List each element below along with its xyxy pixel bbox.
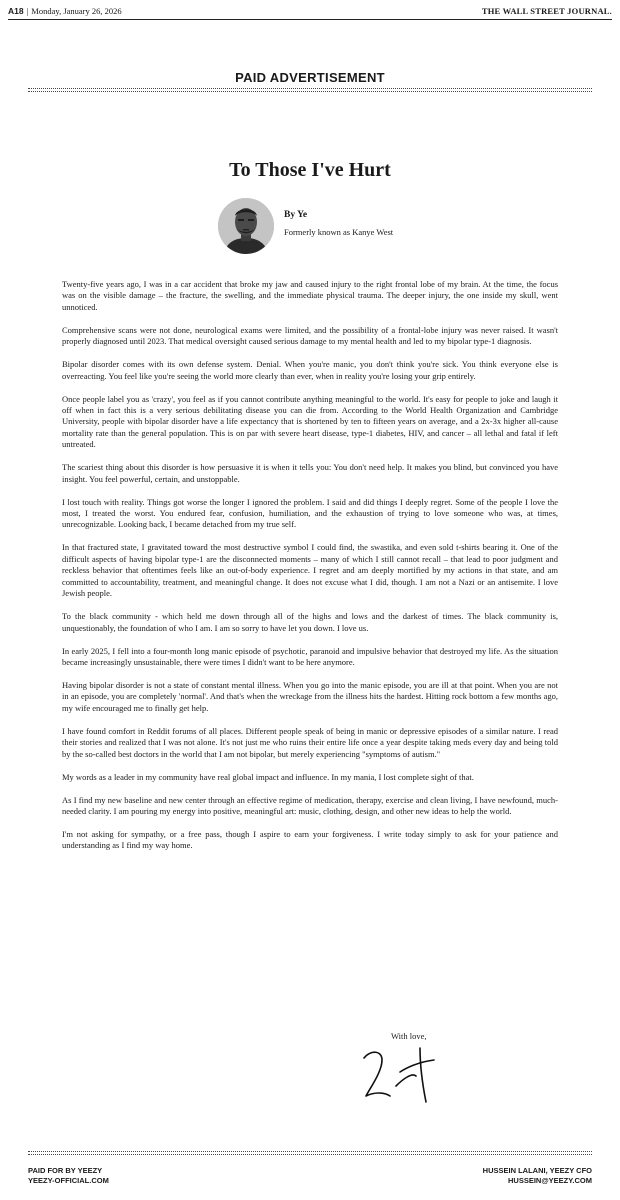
article-paragraph: My words as a leader in my community have real global impact and influence. In my mania, I lost complete sight of that. <box>62 771 474 782</box>
article-paragraph: The scariest thing about this disorder is how persuasive it is when it tells you: You don't need help. It makes you blind, but convinced you have insight. You feel powerful, certain, and unstoppable. <box>62 462 558 484</box>
footer-sponsor <box>28 1166 109 1186</box>
contact-name: HUSSEIN LALANI, YEEZY CFO <box>482 1166 592 1175</box>
footer-contact <box>483 1166 592 1186</box>
page-number: A18 <box>8 6 24 16</box>
header-rule <box>8 19 612 20</box>
author-portrait-icon <box>218 198 274 254</box>
article-paragraph: I have found comfort in Reddit forums of all places. Different people speak of being in manic or depressive episodes of a similar nature. I read their stories and realized that I was not alone. It's not just me who ruins their entire life once a year despite taking meds every day and being told by the so-called best doctors in the world that I am not bipolar, but merely experiencing "symptoms of autism." <box>62 725 558 759</box>
byline-subtitle: Formerly known as Kanye West <box>284 227 394 237</box>
signature-icon <box>360 1042 450 1108</box>
article-paragraph: In early 2025, I fell into a four-month long manic episode of psychotic, paranoid and impulsive behavior that destroyed my life. As the situation became increasingly unsustainable, there were times I didn't want to be here anymore. <box>62 645 558 667</box>
sponsor-website-link[interactable]: YEEZY-OFFICIAL.COM <box>28 1176 109 1185</box>
masthead: THE WALL STREET JOURNAL. <box>481 6 612 16</box>
article-paragraph: To the black community - which held me down through all of the highs and lows and the darkest of times. The black community is, unquestionably, the foundation of who I am. I am so sorry to have let you down. I love us. <box>62 611 558 633</box>
article-body <box>62 279 558 863</box>
closing-salutation: With love, <box>391 1031 427 1041</box>
article-paragraph: Having bipolar disorder is not a state of constant mental illness. When you go into the manic episode, you are ill at that point. When you are not in an episode, you are completely 'normal'. And that's when the wreckage from the illness hits the hardest. Hitting rock bottom a few months ago, my wife encouraged me to finally get help. <box>62 679 558 713</box>
article-paragraph: In that fractured state, I gravitated toward the most destructive symbol I could find, the swastika, and even sold t-shirts bearing it. One of the difficult aspects of having bipolar type-1 are the disconnected moments – many of which I still cannot recall – that lead to poor judgment and reckless behavior that oftentimes feels like an out-of-body experience. I regret and am deeply mortified by my actions in that state, and am committed to accountability, treatment, and meaningful change. It does not excuse what I did, though. I am not a Nazi or an antisemite. I love Jewish people. <box>62 542 558 599</box>
byline-author: By Ye <box>284 210 308 220</box>
byline-block <box>218 198 518 258</box>
article-paragraph: Twenty-five years ago, I was in a car accident that broke my jaw and caused injury to the right frontal lobe of my brain. At the time, the focus was on the visible damage – the fracture, the swelling, and the immediate physical trauma. The deeper injury, the one inside my skull, went unnoticed. <box>62 279 558 312</box>
article-paragraph: Comprehensive scans were not done, neurological exams were limited, and the possibility of a frontal-lobe injury was never raised. It wasn't properly diagnosed until 2023. That medical oversight caused serious damage to my mental health and led to my bipolar type-1 diagnosis. <box>62 324 558 347</box>
sponsor-name: PAID FOR BY YEEZY <box>28 1166 103 1175</box>
contact-email-link[interactable]: HUSSEIN@YEEZY.COM <box>508 1176 592 1185</box>
dotted-divider-top <box>28 88 592 92</box>
article-paragraph: Bipolar disorder comes with its own defense system. Denial. When you're manic, you don't think you're sick. You think everyone else is overreacting. You feel like you're seeing the world more clearly than ever, when in reality you're losing your grip entirely. <box>62 359 558 381</box>
issue-date: Monday, January 26, 2026 <box>31 6 122 16</box>
article-paragraph: Once people label you as 'crazy', you feel as if you cannot contribute anything meaningful to the world. It's easy for people to joke and laugh it off when in fact this is a very serious debilitating disease you can die from. According to the World Health Organization and Cambridge University, people with bipolar disorder have a life expectancy that is shortened by ten to fifteen years on average, and a 2x-3x higher all-cause mortality rate than the general population. This is on par with severe heart disease, type-1 diabetes, HIV, and cancer – all lethal and fatal if left untreated. <box>62 393 558 450</box>
header-dateline <box>8 4 122 18</box>
article-paragraph: I'm not asking for sympathy, or a free pass, though I aspire to earn your forgiveness. I write today simply to ask for your patience and understanding as I find my way home. <box>62 828 558 851</box>
dotted-divider-bottom <box>28 1151 592 1155</box>
paid-advertisement-label: PAID ADVERTISEMENT <box>235 70 385 85</box>
header-separator: | <box>26 6 29 16</box>
newspaper-header <box>8 4 612 18</box>
article-paragraph: As I find my new baseline and new center through an effective regime of medication, therapy, exercise and clean living, I have newfound, much-needed clarity. I am pouring my energy into positive, meaningful art: music, clothing, design, and other new ideas to help the world. <box>62 794 558 816</box>
article-title: To Those I've Hurt <box>229 159 391 181</box>
article-paragraph: I lost touch with reality. Things got worse the longer I ignored the problem. I said and did things I deeply regret. Some of the people I love the most, I treated the worst. You endured fear, confusion, humiliation, and the exhaustion of trying to love someone who was, at times, unrecognizable. Looking back, I became detached from my true self. <box>62 496 558 530</box>
